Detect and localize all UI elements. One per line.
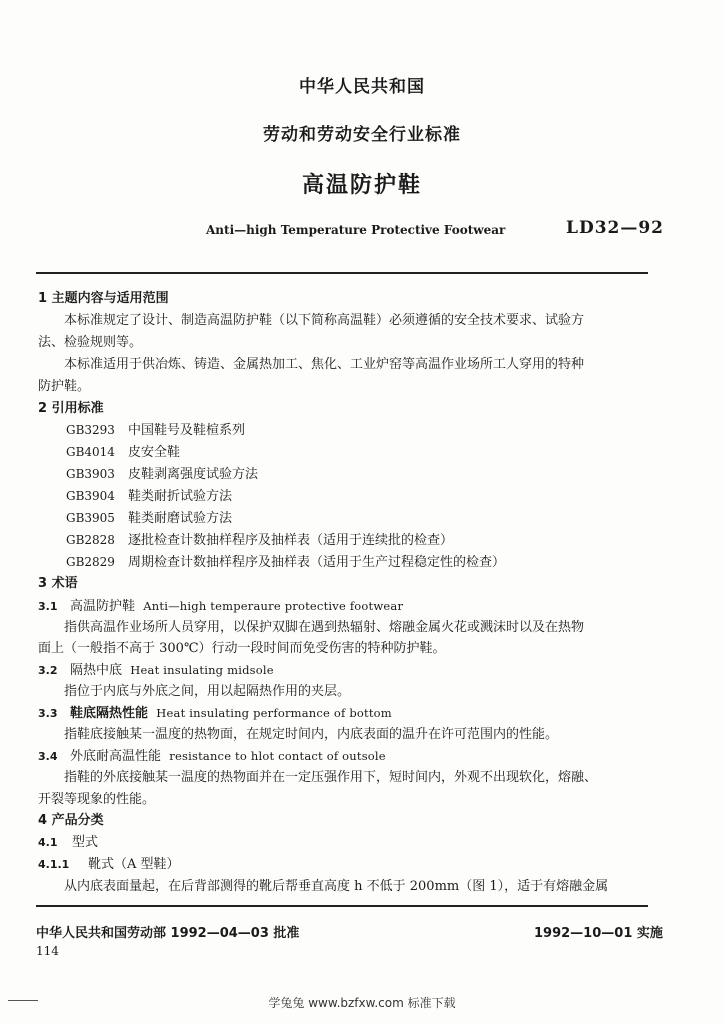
- subsection-4-1-1-text: 从内底表面量起，在后背部测得的靴后帮垂直高度 h 不低于 200mm（图 1），适于有熔融金属: [64, 879, 609, 894]
- reference-title: 中国鞋号及鞋楦系列: [128, 423, 246, 438]
- section-4-heading: 4 产品分类: [38, 813, 104, 828]
- reference-code: GB3904: [66, 489, 115, 503]
- term-3-1-definition-line-2: 面上（一般指不高于 300℃）行动一段时间而免受伤害的特种防护鞋。: [38, 641, 446, 656]
- english-title: Anti—high Temperature Protective Footwear: [206, 223, 506, 237]
- reference-title: 鞋类耐磨试验方法: [128, 511, 233, 526]
- section-1-paragraph-1-line-2: 法、检验规则等。: [38, 335, 143, 350]
- reference-item: [66, 421, 245, 440]
- term-name: 高温防护鞋: [70, 599, 136, 614]
- term-3-1: [38, 597, 403, 616]
- term-name: 鞋底隔热性能: [70, 706, 149, 721]
- term-3-2-definition: 指位于内底与外底之间，用以起隔热作用的夹层。: [64, 684, 351, 699]
- term-3-2: [38, 661, 274, 680]
- subsection-title: 型式: [72, 835, 99, 850]
- reference-item: [66, 465, 258, 484]
- document-title: 高温防护鞋: [301, 173, 422, 198]
- section-1-paragraph-1-line-1: 本标准规定了设计、制造高温防护鞋（以下简称高温鞋）必须遵循的安全技术要求、试验方: [64, 313, 585, 328]
- approval-note: 中华人民共和国劳动部 1992—04—03 批准: [36, 926, 300, 941]
- term-name: 隔热中底: [70, 663, 123, 678]
- subsection-4-1: [38, 834, 98, 852]
- reference-code: GB4014: [66, 445, 115, 459]
- reference-code: GB3903: [66, 467, 115, 481]
- standard-category: 劳动和劳动安全行业标准: [263, 125, 461, 145]
- term-3-3-definition: 指鞋底接触某一温度的热物面，在规定时间内，内底表面的温升在许可范围内的性能。: [64, 727, 559, 742]
- section-2-heading: 2 引用标准: [38, 401, 104, 416]
- effective-date: 1992—10—01 实施: [534, 926, 663, 941]
- term-english: Anti—high temperaure protective footwear: [143, 599, 404, 613]
- header-divider: [36, 272, 648, 274]
- term-number: 3.3: [38, 707, 58, 720]
- watermark: 学兔兔 www.bzfxw.com 标准下载: [268, 996, 456, 1010]
- section-1-heading: 1 主题内容与适用范围: [38, 291, 169, 306]
- footer-divider: [36, 905, 648, 907]
- reference-title: 逐批检查计数抽样程序及抽样表（适用于连续批的检查）: [128, 533, 454, 548]
- term-name: 外底耐高温性能: [70, 749, 162, 764]
- reference-item: [66, 487, 232, 506]
- reference-title: 鞋类耐折试验方法: [128, 489, 233, 504]
- section-1-paragraph-2-line-2: 防护鞋。: [38, 379, 91, 394]
- subsection-number: 4.1: [38, 836, 58, 849]
- term-number: 3.4: [38, 750, 58, 763]
- term-3-4-definition-line-2: 开裂等现象的性能。: [38, 792, 156, 807]
- reference-title: 皮鞋剥离强度试验方法: [128, 467, 259, 482]
- reference-code: GB2828: [66, 533, 115, 547]
- term-english: resistance to hlot contact of outsole: [169, 749, 386, 763]
- term-3-4: [38, 747, 386, 766]
- reference-title: 周期检查计数抽样程序及抽样表（适用于生产过程稳定性的检查）: [128, 555, 506, 570]
- reference-code: GB3293: [66, 423, 115, 437]
- standard-code: LD32—92: [566, 218, 665, 238]
- subsection-number: 4.1.1: [38, 858, 70, 871]
- term-english: Heat insulating midsole: [130, 663, 274, 677]
- term-3-1-definition-line-1: 指供高温作业场所人员穿用，以保护双脚在遇到热辐射、熔融金属火花或溅沫时以及在热物: [64, 620, 585, 635]
- section-1-paragraph-2-line-1: 本标准适用于供冶炼、铸造、金属热加工、焦化、工业炉窑等高温作业场所工人穿用的特种: [64, 357, 585, 372]
- term-3-4-definition-line-1: 指鞋的外底接触某一温度的热物面并在一定压强作用下，短时间内，外观不出现软化，熔融、: [64, 770, 598, 785]
- reference-item: [66, 553, 505, 572]
- subsection-4-1-1: [38, 856, 180, 874]
- term-english: Heat insulating performance of bottom: [156, 706, 392, 720]
- term-number: 3.2: [38, 664, 58, 677]
- issuer-country: 中华人民共和国: [299, 77, 425, 97]
- reference-item: [66, 509, 232, 528]
- reference-item: [66, 531, 453, 550]
- reference-code: GB2829: [66, 555, 115, 569]
- subsection-title: 靴式（A 型鞋）: [88, 857, 180, 872]
- term-3-3: [38, 704, 392, 723]
- section-3-heading: 3 术语: [38, 576, 78, 591]
- reference-title: 皮安全鞋: [128, 445, 181, 460]
- term-number: 3.1: [38, 600, 58, 613]
- reference-code: GB3905: [66, 511, 115, 525]
- page-number: 114: [36, 944, 59, 958]
- reference-item: [66, 443, 180, 462]
